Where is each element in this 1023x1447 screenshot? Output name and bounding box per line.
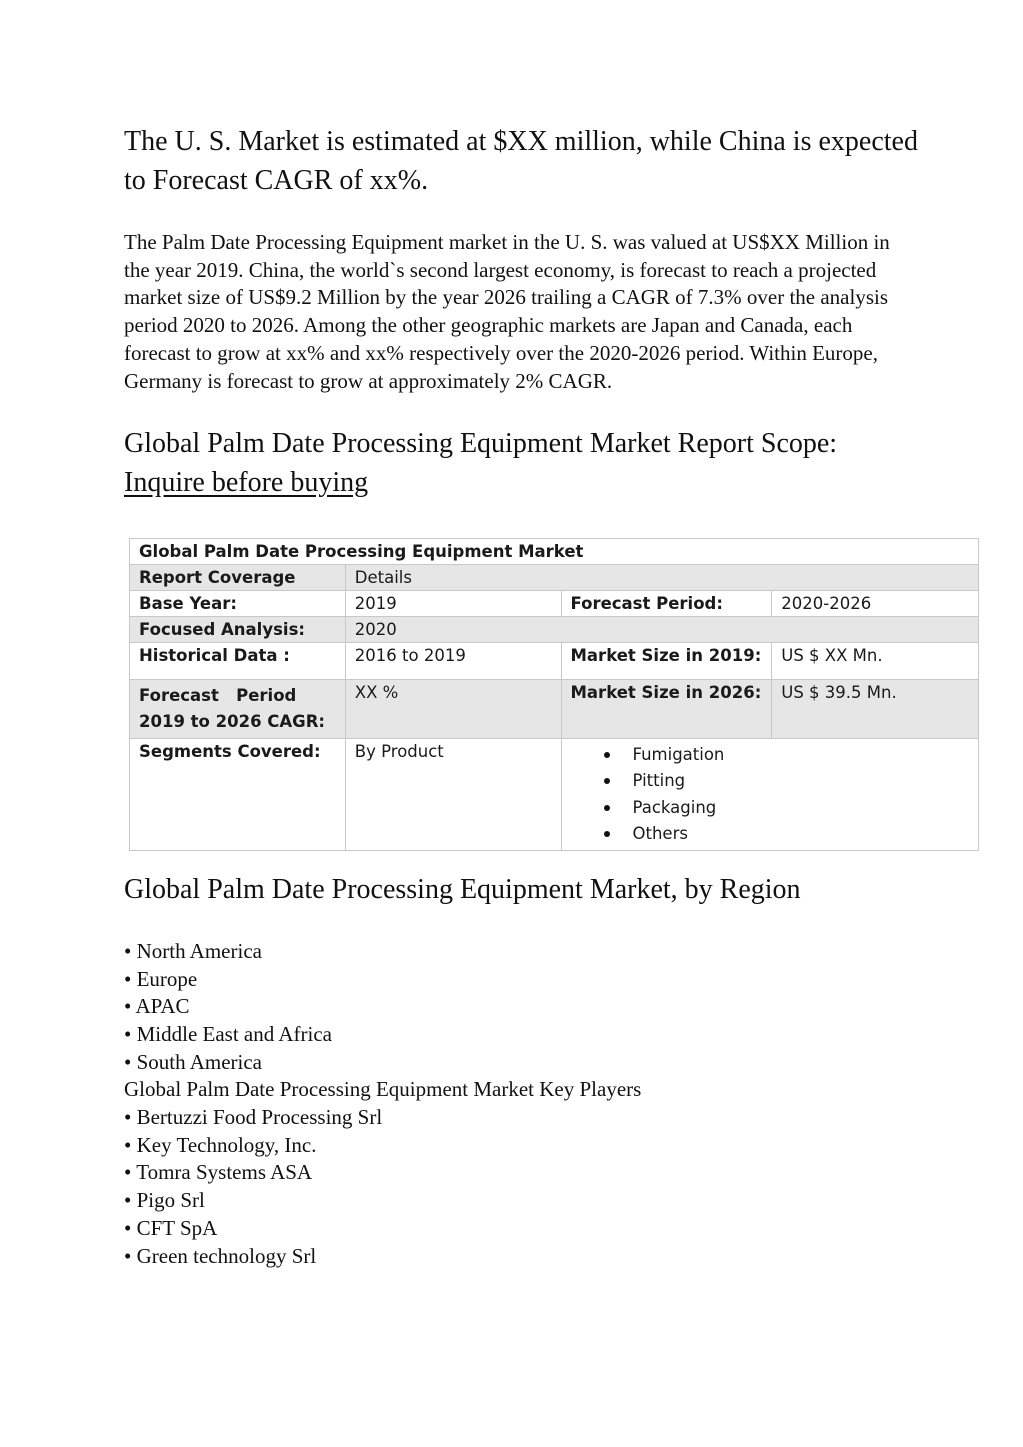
segments-label: Segments Covered: [130,739,346,851]
key-players-list [124,1104,382,1270]
segment-item: Pitting [633,768,970,794]
segment-item: Packaging [633,795,970,821]
segment-item: Others [633,821,970,847]
market-size-2026-value: US $ 39.5 Mn. [772,680,979,739]
historical-data-label: Historical Data : [130,643,346,680]
key-player-item: • Green technology Srl [124,1243,317,1268]
focused-analysis-label: Focused Analysis: [130,617,346,643]
key-player-item: • Tomra Systems ASA [124,1160,313,1185]
market-size-2019-value: US $ XX Mn. [772,643,979,680]
key-players-title: Global Palm Date Processing Equipment Market Key Players [124,1077,642,1101]
region-item: • Europe [124,966,198,991]
key-player-item: • Bertuzzi Food Processing Srl [124,1105,383,1129]
segments-cell [561,739,979,851]
report-scope-table [129,538,979,851]
historical-data-value: 2016 to 2019 [345,643,561,680]
inquire-link[interactable]: Inquire before buying [124,467,369,498]
forecast-period-value: 2020-2026 [772,591,979,617]
segments-list [571,742,970,847]
market-size-2019-label: Market Size in 2019: [561,643,772,680]
region-item: • APAC [124,994,190,1019]
region-item: • North America [124,939,262,963]
base-year-label: Base Year: [130,591,346,617]
details-label: Details [345,565,978,591]
forecast-period-label: Forecast Period: [561,591,772,617]
table-title: Global Palm Date Processing Equipment Market [130,539,979,565]
us-market-heading: The U. S. Market is estimated at $XX million, while China is expected to Forecast CAGR of xx%. [124,126,918,196]
region-item: • South America [124,1049,262,1074]
report-scope-heading-text: Global Palm Date Processing Equipment Market Report Scope: [124,428,838,459]
report-scope-heading [124,424,904,502]
segment-item: Fumigation [633,742,970,768]
cagr-value: XX % [345,680,561,739]
focused-analysis-value: 2020 [345,617,978,643]
cagr-label: Forecast Period 2019 to 2026 CAGR: [130,680,346,739]
key-player-item: • Key Technology, Inc. [124,1132,317,1157]
base-year-value: 2019 [345,591,561,617]
segments-by: By Product [345,739,561,851]
market-paragraph: The Palm Date Processing Equipment market in the U. S. was valued at US$XX Million in the year 2019. China, the world`s second largest economy, is forecast to reach a projected market size of US$9.2 Million by the year 2026 trailing a CAGR of 7.3% over the analysis period 2020 to 2026. Among the other geographic markets are Japan and Canada, each forecast to grow at xx% and xx% respectively over the 2020-2026 period. Within Europe, Germany is forecast to grow at approximately 2% CAGR. [124,230,890,393]
key-player-item: • CFT SpA [124,1215,218,1240]
region-item: • Middle East and Africa [124,1022,332,1047]
by-region-heading: Global Palm Date Processing Equipment Market, by Region [124,874,801,905]
market-size-2026-label: Market Size in 2026: [561,680,772,739]
regions-list [124,938,332,1077]
key-player-item: • Pigo Srl [124,1188,205,1213]
report-coverage-label: Report Coverage [130,565,346,591]
